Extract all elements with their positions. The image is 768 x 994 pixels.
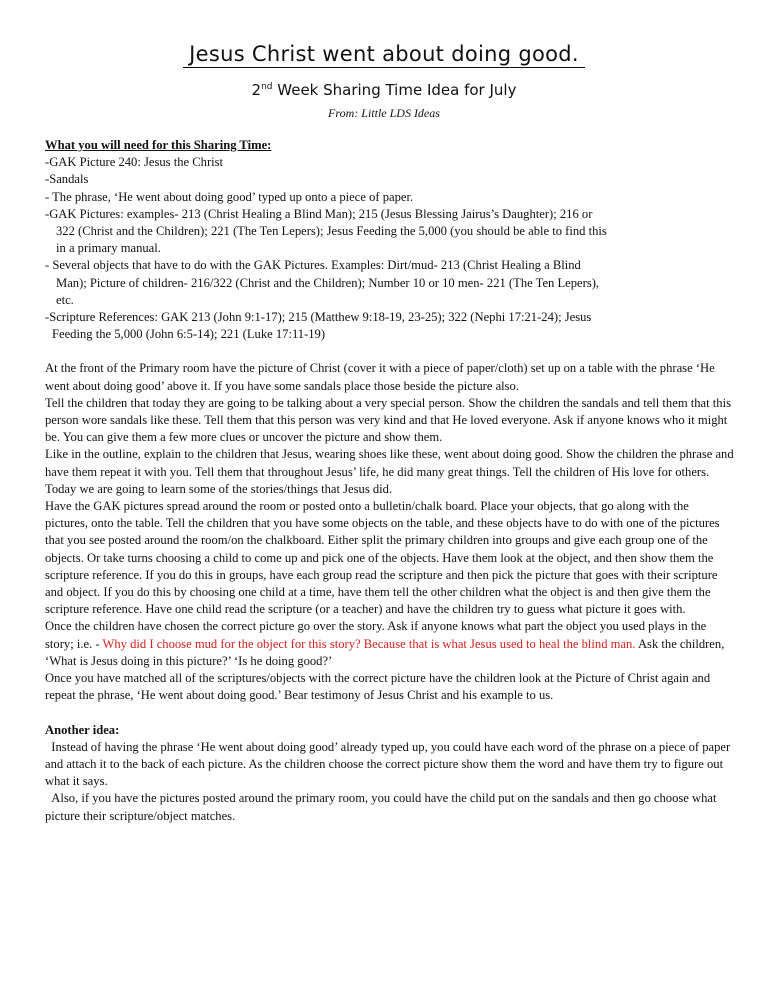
another-idea-paragraph: Also, if you have the pictures posted around the primary room, you could have the child put on the sandals and then go choose what picture their scripture/object matches. (45, 791, 720, 823)
subtitle-ordinal-suffix: nd (261, 82, 273, 92)
subtitle-text: Week Sharing Time Idea for July (272, 81, 517, 99)
document-body (45, 137, 735, 825)
closing-paragraph: Once you have matched all of the scriptures/objects with the correct picture have the children look at the Picture of Christ again and repeat the phrase, ‘He went about doing good.’ Bear testimony of Jesus Christ and his example to us. (45, 671, 711, 703)
story-text-continued: Ask the children, ‘What is Jesus doing in this picture?’ ‘Is he doing good?’ (45, 636, 725, 668)
subtitle-week-number: 2 (251, 81, 262, 99)
materials-item-continuation: Man); Picture of children- 216/322 (Christ and the Children); Number 10 or 10 men- 221 (The Ten Lepers), (56, 275, 600, 290)
document-subtitle (0, 82, 768, 99)
materials-item-continuation: 322 (Christ and the Children); 221 (The Ten Lepers); Jesus Feeding the 5,000 (you should be able to find this (56, 224, 607, 239)
materials-item: -GAK Pictures: examples- 213 (Christ Healing a Blind Man); 215 (Jesus Blessing Jairus’s Daughter); 216 or (45, 206, 593, 221)
activity-paragraph: Have the GAK pictures spread around the room or posted onto a bulletin/chalk board. Place your objects, that go along with the pictures, onto the table. Tell the children that you have some objects on the table, and these objects have to do with one of the pictures that you see posted around the room/on the chalkboard. Either split the primary children into groups and give each group one of the objects. Or take turns choosing a child to come up and pick one of the objects. Have them look at the object, and then show them the scripture reference. If you do this in groups, have each group read the scripture and then pick the picture that goes with their scripture and object. If you do this by choosing one child at a time, have them tell the other children what the object is and then give them the scripture reference. Have one child read the scripture (or a teacher) and have the children try to guess what picture it goes with. (45, 499, 720, 617)
example-question-highlight: Why did I choose mud for the object for this story? Because that is what Jesus used to heal the blind man. (102, 636, 636, 651)
story-text: Once the children have chosen the correct picture go over the story. Ask if anyone knows what part the object you used plays in the story; i.e. - (45, 619, 707, 651)
document-title: Jesus Christ went about doing good. (0, 46, 768, 63)
materials-heading: What you will need for this Sharing Time: (45, 138, 272, 152)
source-credit: From: Little LDS Ideas (328, 106, 440, 120)
another-idea-heading: Another idea: (45, 722, 120, 737)
story-paragraph (45, 618, 735, 670)
another-idea-paragraph: Instead of having the phrase ‘He went about doing good’ already typed up, you could have each word of the phrase on a piece of paper and attach it to the back of each picture. As the children choose the correct picture show them the word and have them try to figure out what it says. (45, 739, 734, 789)
setup-paragraph: At the front of the Primary room have the picture of Christ (cover it with a piece of paper/cloth) set up on a table with the phrase ‘He went about doing good’ above it. If you have some sandals place those beside the picture also. (45, 361, 715, 393)
materials-item-continuation: Feeding the 5,000 (John 6:5-14); 221 (Luke 17:11-19) (52, 327, 326, 342)
materials-item-continuation: in a primary manual. (56, 241, 161, 256)
materials-item: - The phrase, ‘He went about doing good’ typed up onto a piece of paper. (45, 189, 414, 204)
materials-item: -Scripture References: GAK 213 (John 9:1-17); 215 (Matthew 9:18-19, 23-25); 322 (Nephi 17:21-24); Jesus (45, 310, 592, 325)
materials-item-continuation: etc. (56, 292, 74, 307)
materials-item: -GAK Picture 240: Jesus the Christ (45, 155, 224, 170)
materials-item: - Several objects that have to do with the GAK Pictures. Examples: Dirt/mud- 213 (Christ Healing a Blind (45, 258, 581, 273)
materials-item: -Sandals (45, 172, 89, 187)
paragraph-gap (45, 343, 735, 360)
introduction-paragraph: Tell the children that today they are going to be talking about a very special person. Show the children the sandals and tell them that this person wore sandals like these. Tell them that this person was very kind and that He loved everyone. Ask if anyone knows who it might be. You can give them a few more clues or uncover the picture and show them. (45, 395, 731, 445)
paragraph-gap (45, 705, 735, 722)
outline-paragraph: Like in the outline, explain to the children that Jesus, wearing shoes like these, went about doing good. Show the children the phrase and have them repeat it with you. Tell them that throughout Jesus’ life, he did many great things. Tell the children of His love for others. Today we are going to learn some of the stories/things that Jesus did. (45, 447, 734, 496)
